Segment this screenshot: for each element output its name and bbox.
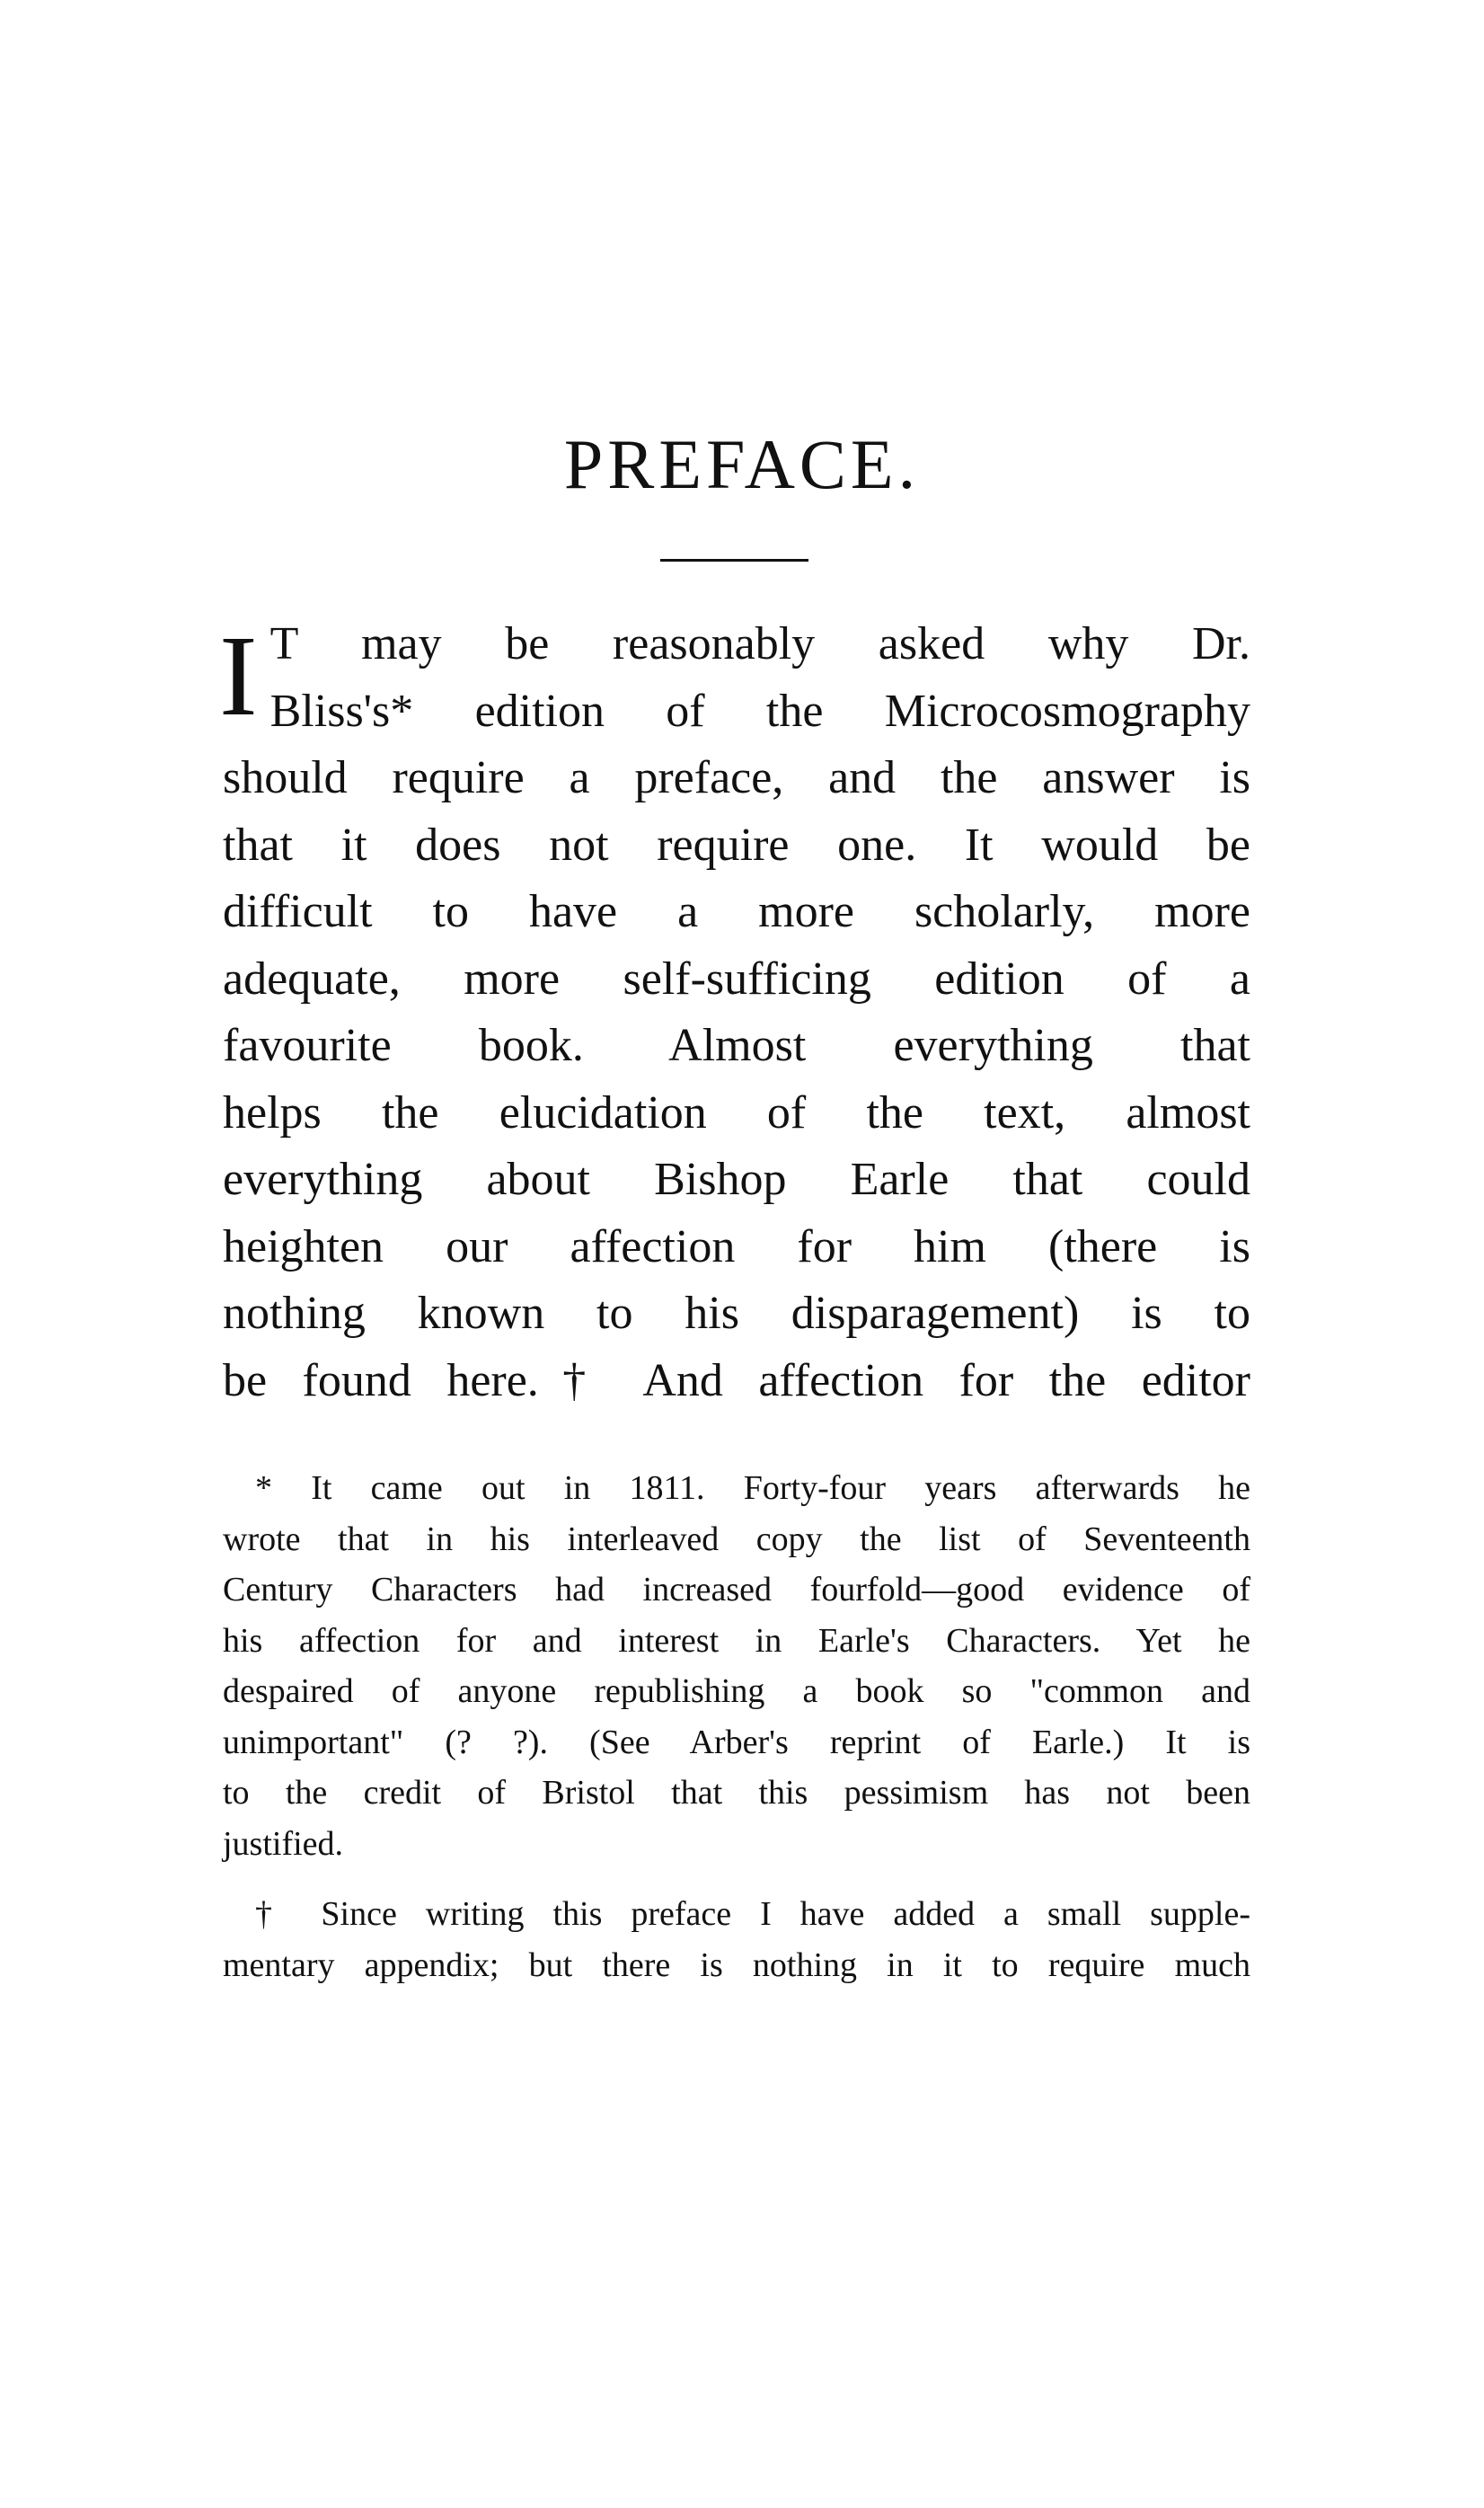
footnote-line: unimportant" (? ?). (See Arber's reprint of Earle.) It is <box>223 1723 1250 1761</box>
body-line: nothing known to his disparagement) is to <box>223 1288 1250 1339</box>
body-line: should require a preface, and the answer is <box>223 752 1250 803</box>
footnote-line: † Since writing this preface I have added a small supple- <box>255 1895 1250 1933</box>
drop-cap: I <box>219 612 258 740</box>
footnote-dagger <box>223 1889 1250 1990</box>
footnote-line: mentary appendix; but there is nothing in it to require much <box>223 1945 1250 1984</box>
footnote-line: despaired of anyone republishing a book so "common and <box>223 1672 1250 1710</box>
footnote-line: * It came out in 1811. Forty-four years afterwards he <box>255 1469 1250 1507</box>
body-line: T may be reasonably asked why Dr. <box>269 618 1250 669</box>
body-line: favourite book. Almost everything that <box>223 1020 1250 1071</box>
footnote-line: justified. <box>223 1824 344 1863</box>
footnote-line: wrote that in his interleaved copy the list of Seventeenth <box>223 1520 1250 1558</box>
body-line: heighten our affection for him (there is <box>223 1220 1250 1272</box>
body-line: everything about Bishop Earle that could <box>223 1154 1250 1205</box>
footnote-line: to the credit of Bristol that this pessimism has not been <box>223 1774 1250 1812</box>
preface-body <box>219 611 1250 1414</box>
body-line: that it does not require one. It would be <box>223 819 1250 871</box>
footnotes <box>223 1463 1250 2010</box>
body-line: difficult to have a more scholarly, more <box>223 886 1250 937</box>
page-title: PREFACE. <box>563 425 921 503</box>
footnote-line: Century Characters had increased fourfold—good evidence of <box>223 1571 1250 1608</box>
footnote-asterisk <box>223 1463 1250 1869</box>
title-divider <box>660 559 808 562</box>
footnote-line: his affection for and interest in Earle's Characters. Yet he <box>223 1621 1250 1660</box>
body-line: be found here.† And affection for the editor <box>223 1354 1250 1406</box>
body-line: Bliss's* edition of the Microcosmography <box>269 685 1250 737</box>
body-line: adequate, more self-sufficing edition of a <box>223 953 1250 1005</box>
body-line: helps the elucidation of the text, almost <box>223 1086 1250 1139</box>
